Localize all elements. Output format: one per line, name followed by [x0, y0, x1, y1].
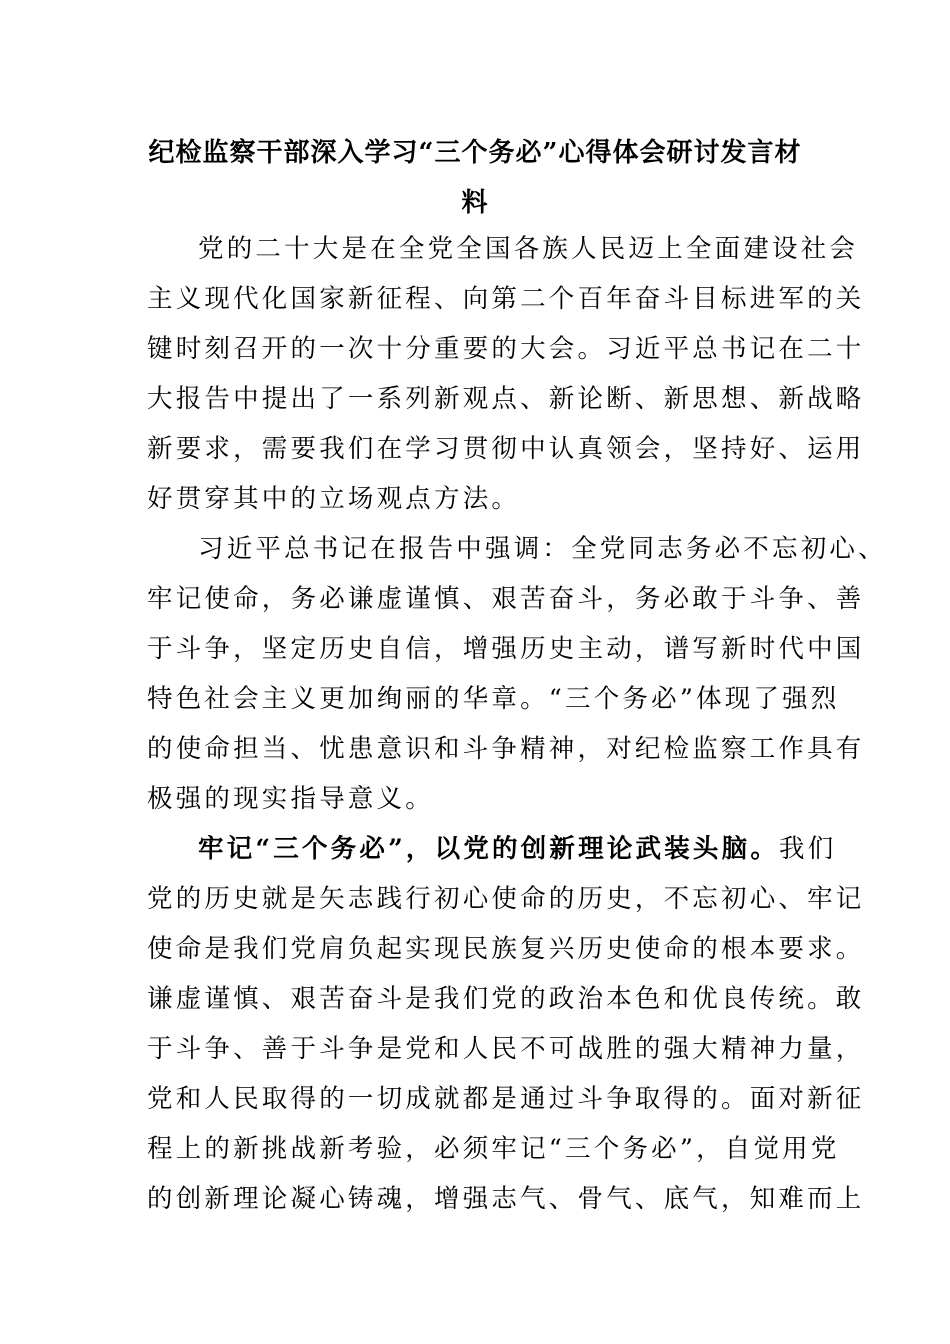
paragraph-line: 特色社会主义更加绚丽的华章。“三个务必”体现了强烈 — [147, 684, 840, 714]
paragraph-3 — [147, 824, 865, 1224]
paragraph-line: 谦虚谨慎、艰苦奋斗是我们党的政治本色和优良传统。敢 — [147, 984, 865, 1014]
paragraph-line: 新要求，需要我们在学习贯彻中认真领会，坚持好、运用 — [147, 434, 865, 464]
paragraph-line: 使命是我们党肩负起实现民族复兴历史使命的根本要求。 — [147, 934, 865, 964]
paragraph-line: 程上的新挑战新考验，必须牢记“三个务必”，自觉用党 — [147, 1134, 840, 1164]
paragraph-line: 的创新理论凝心铸魂，增强志气、骨气、底气，知难而上 — [147, 1184, 865, 1214]
paragraph-line: 极强的现实指导意义。 — [147, 784, 435, 814]
paragraph-line: 于斗争，坚定历史自信，增强历史主动，谱写新时代中国 — [147, 634, 865, 664]
paragraph-line: 党的历史就是矢志践行初心使命的历史，不忘初心、牢记 — [147, 884, 865, 914]
paragraph-line: 主义现代化国家新征程、向第二个百年奋斗目标进军的关 — [147, 284, 865, 314]
paragraph-line: 键时刻召开的一次十分重要的大会。习近平总书记在二十 — [147, 334, 865, 364]
paragraph-line: 牢记使命，务必谦虚谨慎、艰苦奋斗，务必敢于斗争、善 — [147, 584, 865, 614]
document-title-line-1: 纪检监察干部深入学习“三个务必”心得体会研讨发言材 — [148, 138, 802, 168]
paragraph-line: 的使命担当、忧患意识和斗争精神，对纪检监察工作具有 — [147, 734, 865, 764]
paragraph-1 — [147, 224, 865, 524]
paragraph-2 — [147, 524, 887, 824]
document-title-line-2: 料 — [461, 188, 489, 218]
paragraph-line: 好贯穿其中的立场观点方法。 — [147, 484, 521, 514]
paragraph-line: 党和人民取得的一切成就都是通过斗争取得的。面对新征 — [147, 1084, 865, 1114]
paragraph-line: 党的二十大是在全党全国各族人民迈上全面建设社会 — [198, 234, 859, 264]
paragraph-line: 于斗争、善于斗争是党和人民不可战胜的强大精神力量， — [147, 1034, 865, 1064]
paragraph-line: 大报告中提出了一系列新观点、新论断、新思想、新战略 — [147, 384, 865, 414]
document-body — [147, 224, 887, 1224]
heading-trailing-text: 我们 — [779, 834, 837, 864]
section-heading: 牢记“三个务必”，以党的创新理论武装头脑。 — [198, 834, 780, 864]
paragraph-first-line — [147, 824, 837, 874]
paragraph-line: 习近平总书记在报告中强调：全党同志务必不忘初心、 — [198, 534, 887, 564]
